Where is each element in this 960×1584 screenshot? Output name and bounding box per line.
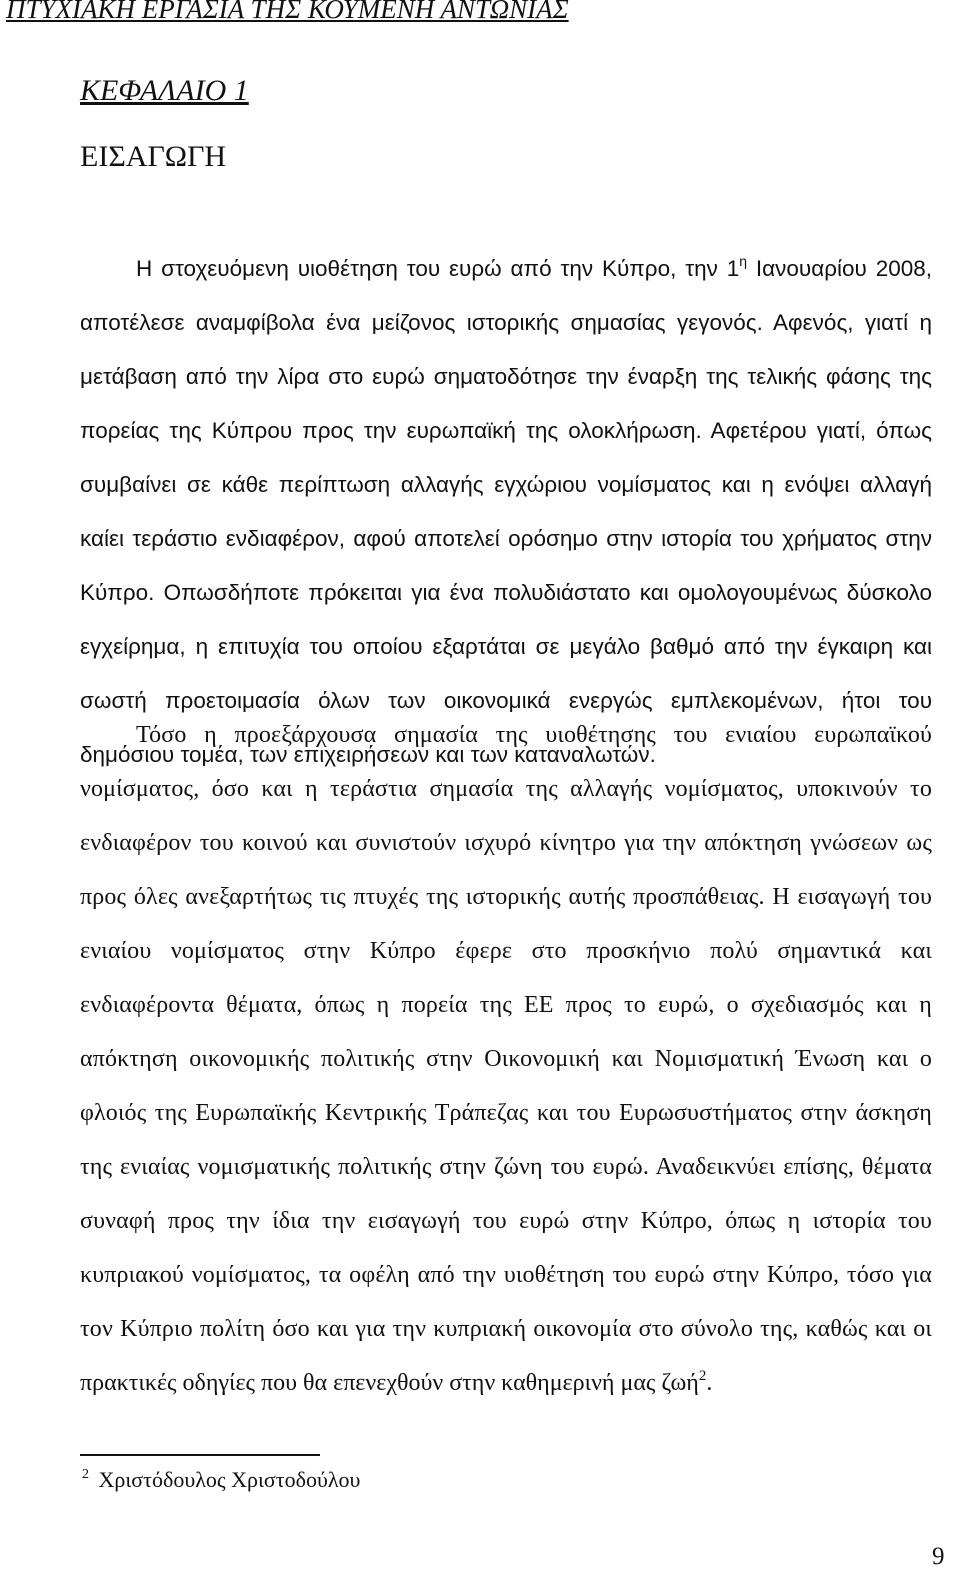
paragraph-line: της ενιαίας νομισματικής πολιτικής στην ζώνη του ευρώ. Αναδεικνύει επίσης, θέματα xyxy=(80,1154,932,1180)
paragraph-line: πορείας της Κύπρου προς την ευρωπαϊκή της ολοκλήρωση. Αφετέρου γιατί, όπως xyxy=(80,418,932,443)
paragraph-line: δημόσιου τομέα, των επιχειρήσεων και των καταναλωτών. xyxy=(80,742,656,767)
footnote-separator xyxy=(80,1454,320,1456)
footnote-reference[interactable]: 2 xyxy=(698,1368,707,1384)
paragraph-line: απόκτηση οικονομικής πολιτικής στην Οικονομική και Νομισματική Ένωση και ο xyxy=(80,1046,932,1072)
running-header: ΠΤΥΧΙΑΚΗ ΕΡΓΑΣΙΑ ΤΗΣ ΚΟΥΜΕΝΗ ΑΝΤΩΝΙΑΣ xyxy=(6,0,569,24)
paragraph-line: καίει τεράστιο ενδιαφέρον, αφού αποτελεί ορόσημο στην ιστορία του χρήματος στην xyxy=(80,526,932,551)
paragraph-line: ενδιαφέρον του κοινού και συνιστούν ισχυρό κίνητρο για την απόκτηση γνώσεων ως xyxy=(80,830,932,856)
ordinal-superscript: η xyxy=(739,253,748,269)
paragraph-line: Κύπρο. Οπωσδήποτε πρόκειται για ένα πολυδιάστατο και ομολογουμένως δύσκολο xyxy=(80,580,932,605)
footnote-marker: 2 xyxy=(82,1467,89,1482)
paragraph-line: αποτέλεσε αναμφίβολα ένα μείζονος ιστορικής σημασίας γεγονός. Αφενός, γιατί η xyxy=(80,310,932,335)
paragraph-line: φλοιός της Ευρωπαϊκής Κεντρικής Τράπεζας και του Ευρωσυστήματος στην άσκηση xyxy=(80,1100,932,1126)
paragraph-line: ενιαίου νομίσματος στην Κύπρο έφερε στο προσκήνιο πολύ σημαντικά και xyxy=(80,938,932,964)
paragraph-line: Η στοχευόμενη υιοθέτηση του ευρώ από την Κύπρο, την $1^\eta$ Ιανουαρίου 2008, xyxy=(136,253,932,281)
footnote-text: Χριστόδουλος Χριστοδούλου xyxy=(93,1467,361,1492)
paragraph-2 xyxy=(80,708,932,1410)
page-number: 9 xyxy=(932,1543,945,1570)
paragraph-line: μετάβαση από την λίρα στο ευρώ σηματοδότησε την έναρξη της τελικής φάσης της xyxy=(80,364,932,389)
paragraph-line: συναφή προς την ίδια την εισαγωγή του ευρώ στην Κύπρο, όπως η ιστορία του xyxy=(80,1208,932,1234)
paragraph-line: ενδιαφέροντα θέματα, όπως η πορεία της ΕΕ προς το ευρώ, ο σχεδιασμός και η xyxy=(80,992,932,1018)
paragraph-line: σωστή προετοιμασία όλων των οικονομικά ενεργώς εμπλεκομένων, ήτοι του xyxy=(80,688,932,713)
paragraph-line: εγχείρημα, η επιτυχία του οποίου εξαρτάται σε μεγάλο βαθμό από την έγκαιρη και xyxy=(80,634,932,659)
paragraph-line: τον Κύπριο πολίτη όσο και για την κυπριακή οικονομία στο σύνολο της, καθώς και οι xyxy=(80,1316,932,1342)
paragraph-line: συμβαίνει σε κάθε περίπτωση αλλαγής εγχώριου νομίσματος και η ενόψει αλλαγή xyxy=(80,472,932,497)
section-title: ΕΙΣΑΓΩΓΗ xyxy=(80,140,227,173)
paragraph-1 xyxy=(80,242,932,782)
footnote xyxy=(82,1460,360,1500)
paragraph-line: Τόσο η προεξάρχουσα σημασία της υιοθέτησης του ενιαίου ευρωπαϊκού xyxy=(136,722,932,748)
paragraph-line: πρακτικές οδηγίες που θα επενεχθούν στην καθημερινή μας ζωή$^2$. xyxy=(80,1368,713,1396)
paragraph-line: κυπριακού νομίσματος, τα οφέλη από την υιοθέτηση του ευρώ στην Κύπρο, τόσο για xyxy=(80,1262,932,1288)
paragraph-line: προς όλες ανεξαρτήτως τις πτυχές της ιστορικής αυτής προσπάθειας. Η εισαγωγή του xyxy=(80,884,932,910)
chapter-label: ΚΕΦΑΛΑΙΟ 1 xyxy=(80,74,249,107)
paragraph-line: νομίσματος, όσο και η τεράστια σημασία της αλλαγής νομίσματος, υποκινούν το xyxy=(80,776,932,802)
